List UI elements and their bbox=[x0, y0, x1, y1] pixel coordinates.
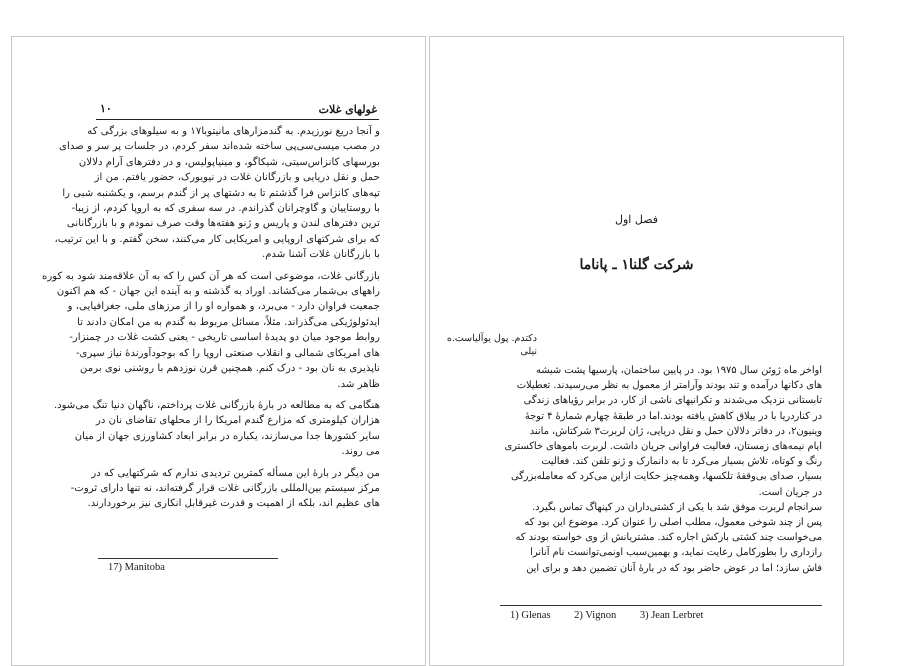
footnote: 2) Vignon bbox=[574, 610, 617, 621]
epigraph-line: نیلی bbox=[520, 346, 537, 357]
text-line: ایام نیمه‌های زمستان، فعالیت فراوانی جریان داشت. لربرت باموهای خاکستری bbox=[504, 441, 822, 453]
chapter-title: شرکت گلنا۱ ـ پاناما bbox=[579, 257, 694, 273]
left-body-text bbox=[42, 124, 380, 512]
footnote-rule bbox=[98, 558, 278, 559]
text-line: در جریان است. bbox=[758, 486, 822, 498]
text-line: های عظیم اند، بلکه از اهمیت و قدرت غیرقابل انکاری نیز برخوردارند. bbox=[87, 498, 380, 510]
running-title: غولهای غلات bbox=[318, 103, 377, 116]
text-line: سایر کشورها جدا می‌سازند، یکباره در برابر ابعاد کشاورزی جهان از میان bbox=[74, 430, 380, 442]
text-line: در کناردریا با در ییلاق کاهش یافته بودند.اما در طبقهٔ چهارم شمارهٔ ۴ توجهٔ bbox=[524, 410, 822, 422]
text-line: مرکز سیستم بین‌المللی بازرگانی غلات قرار گرفته‌اند، نه تنها دارای ثروت- bbox=[70, 482, 380, 494]
footnote: 3) Jean Lerbret bbox=[639, 610, 704, 621]
footnote: 17) Manitoba bbox=[108, 562, 165, 573]
text-line: جمعیت فراوان دارد - می‌برد، و همواره او را از مرزهای ملی، جغرافیایی، و bbox=[67, 301, 380, 313]
text-line: بورسهای کانزاس‌سیتی، شیکاگو، و مینیاپولیس، و در دفترهای آرام دلالان bbox=[78, 156, 380, 168]
right-body-text bbox=[500, 363, 822, 576]
text-line: راههای بی‌شمار می‌کشاند. اوراد به گذشته و به آینده این جهان - که هم اکنون bbox=[56, 286, 380, 298]
footnote-rule bbox=[500, 605, 822, 606]
epigraph bbox=[447, 332, 537, 358]
right-page bbox=[429, 36, 844, 666]
epigraph-line: دکتدم. پول یوآلیاست.ه bbox=[446, 333, 537, 344]
footnotes bbox=[510, 610, 724, 621]
text-line: هنگامی که به مطالعه در بارهٔ بازرگانی غلات پرداختم، ناگهان دنیا تنگ می‌شود. bbox=[53, 399, 380, 411]
text-line: ظاهر شد. bbox=[337, 378, 380, 390]
text-line: سرانجام لربرت موفق شد با یکی از کشتی‌داران در کپنهاگ تماس بگیرد. bbox=[532, 501, 822, 513]
text-line: اواخر ماه ژوئن سال ۱۹۷۵ بود. در پایین ساختمان، پارسیها پشت شیشه bbox=[535, 365, 822, 376]
text-line: رنگ و کوتاه، تلاش بسیار می‌کرد تا به دانمارک و ژنو تلفن کند. فعالیت bbox=[541, 456, 822, 468]
text-line: بسیار، صدای بی‌وقفهٔ تلکسها، وهمه‌چیز حکایت ازاین می‌کرد که معامله‌بزرگی bbox=[510, 471, 822, 483]
page-header bbox=[96, 99, 379, 120]
left-page bbox=[11, 36, 426, 666]
text-line: رازداری را بطورکامل رعایت نماید، و بهمین‌سبب اونمی‌توانست نام آنانرا bbox=[530, 547, 822, 559]
text-line: تابستانی نزدیک می‌شدند و تکرانیهای ناشی از کار، در برابر رؤیاهای زندگی bbox=[523, 395, 822, 407]
footnote: 1) Glenas bbox=[510, 610, 551, 621]
text-line: می روند. bbox=[341, 446, 380, 458]
text-line: های امریکای شمالی و انقلاب صنعتی اروپا را که بوجودآورندهٔ نیاز سپری- bbox=[76, 347, 380, 359]
text-line: پس از چند شوخی معمول، مطلب اصلی را عنوان کرد. موضوع این بود که bbox=[524, 517, 822, 529]
text-line: های دکانها درآمده و تند بودند وآرامتر از معمول به نظر می‌رسیدند. تعطیلات bbox=[516, 380, 822, 392]
page-number: ۱۰ bbox=[100, 102, 112, 115]
text-line: و آنجا دریغ نورزیدم. به گندمزارهای مانیتوبا۱۷ و به سیلوهای بزرگی که bbox=[87, 126, 380, 137]
chapter-label: فصل اول bbox=[615, 213, 658, 226]
text-line: تپه‌های کانزاس فرا گذشتم تا به دشتهای پر از گندم برسم، و یکشنبه شبی را bbox=[62, 187, 380, 199]
text-line: در مصب میسی‌سی‌پی ساخته شده‌اند سفر کردم، در جلسات پر سر و صدای bbox=[59, 141, 380, 153]
text-line: فاش سازد؛ اما در عوض حاضر بود که در بارهٔ آنان تضمین دهد و برای این bbox=[526, 562, 822, 574]
text-line: با روستاییان و گاوچرانان گذراندم. در سه سفری که به اروپا کردم، از زیبا- bbox=[71, 203, 380, 215]
text-line: روابط موجود میان دو پدیدهٔ اساسی تاریخی - یعنی کشت غلات در چمنزار- bbox=[69, 332, 380, 344]
text-line: بازرگانی غلات، موضوعی است که هر آن کس را که به آن علاقه‌مند شود به کوره bbox=[42, 270, 380, 282]
text-line: ترین دفترهای لندن و پاریس و ژنو هفته‌ها وقت صرف نمودم و با بازرگانانی bbox=[66, 218, 380, 230]
text-line: من دیگر در بارهٔ این مسأله کمترین تردیدی ندارم که شرکتهایی که در bbox=[91, 467, 380, 479]
text-line: حمل و نقل دریایی و بازرگانان غلات در نیویورک، حضور یافتم. من از bbox=[94, 172, 380, 184]
text-line: که برای شرکتهای اروپایی و امریکایی کار می‌کنند، سخن گفتم. و با این ترتیب، bbox=[54, 233, 380, 245]
text-line: می‌خواست چند کشتی بارکش اجاره کند. مشتریانش از وی خواسته بودند که bbox=[515, 532, 822, 544]
text-line: هزاران کیلومتری که مزارع گندم امریکا را از محلهای تقاضای نان در bbox=[95, 415, 380, 427]
text-line: ناپذیری به نان بود - درک کنم. همچنین قرن نوزدهم با روشنی نوی برمن bbox=[79, 363, 380, 375]
text-line: با بازرگانان غلات آشنا شدم. bbox=[261, 249, 380, 261]
text-line: وینیون۲، در دفاتر دلالان حمل و نقل دریایی، ژان لربرت۳ شرکتاش، مانند bbox=[529, 425, 822, 437]
text-line: ایدئولوژیکی می‌گذراند. مثلاً، مسائل مربوط به گندم به من امکان دادند تا bbox=[77, 316, 380, 328]
